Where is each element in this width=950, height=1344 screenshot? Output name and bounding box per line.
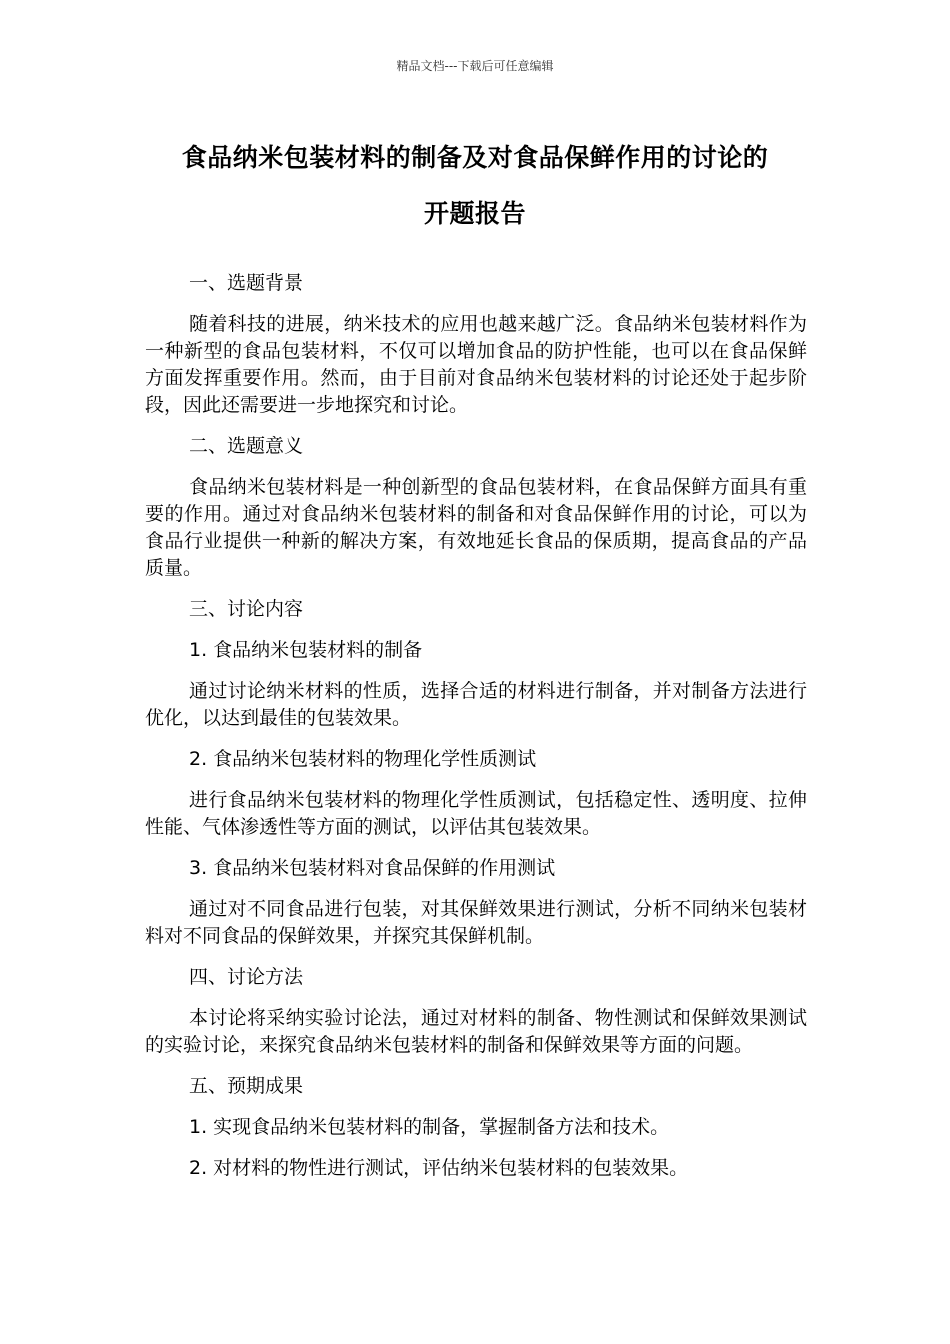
section-heading-results: 五、预期成果 — [189, 1075, 304, 1097]
page-header: 精品文档---下载后可任意编辑 — [396, 59, 554, 73]
section-heading-significance: 二、选题意义 — [189, 435, 304, 457]
content-item-title: 1. 食品纳米包装材料的制备 — [189, 639, 423, 661]
content-item-title: 3. 食品纳米包装材料对食品保鲜的作用测试 — [189, 857, 556, 879]
background-paragraph: 随着科技的进展，纳米技术的应用也越来越广泛。食品纳米包装材料作为一种新型的食品包装材料，不仅可以增加食品的防护性能，也可以在食品保鲜方面发挥重要作用。然而，由于目前对食品纳米包装材料的讨论还处于起步阶段，因此还需要进一步地探究和讨论。 — [145, 313, 807, 416]
content-item-paragraph: 通过对不同食品进行包装，对其保鲜效果进行测试，分析不同纳米包装材料对不同食品的保鲜效果，并探究其保鲜机制。 — [145, 898, 807, 947]
section-heading-method: 四、讨论方法 — [189, 966, 304, 988]
results-item: 2. 对材料的物性进行测试，评估纳米包装材料的包装效果。 — [189, 1157, 689, 1179]
content-item-paragraph: 进行食品纳米包装材料的物理化学性质测试，包括稳定性、透明度、拉伸性能、气体渗透性等方面的测试，以评估其包装效果。 — [145, 789, 807, 838]
content-item-title: 2. 食品纳米包装材料的物理化学性质测试 — [189, 748, 537, 770]
document-title — [140, 130, 810, 242]
method-paragraph: 本讨论将采纳实验讨论法，通过对材料的制备、物性测试和保鲜效果测试的实验讨论，来探究食品纳米包装材料的制备和保鲜效果等方面的问题。 — [145, 1007, 807, 1056]
significance-paragraph: 食品纳米包装材料是一种创新型的食品包装材料，在食品保鲜方面具有重要的作用。通过对食品纳米包装材料的制备和对食品保鲜作用的讨论，可以为食品行业提供一种新的解决方案，有效地延长食品的保质期，提高食品的产品质量。 — [145, 476, 807, 579]
section-heading-content: 三、讨论内容 — [189, 598, 304, 620]
document-body — [145, 270, 807, 1196]
title-line-1: 食品纳米包装材料的制备及对食品保鲜作用的讨论的 — [181, 143, 769, 172]
section-heading-background: 一、选题背景 — [189, 272, 304, 294]
results-item: 1. 实现食品纳米包装材料的制备，掌握制备方法和技术。 — [189, 1116, 670, 1138]
title-line-2: 开题报告 — [423, 199, 526, 228]
content-item-paragraph: 通过讨论纳米材料的性质，选择合适的材料进行制备，并对制备方法进行优化，以达到最佳的包装效果。 — [145, 680, 807, 729]
